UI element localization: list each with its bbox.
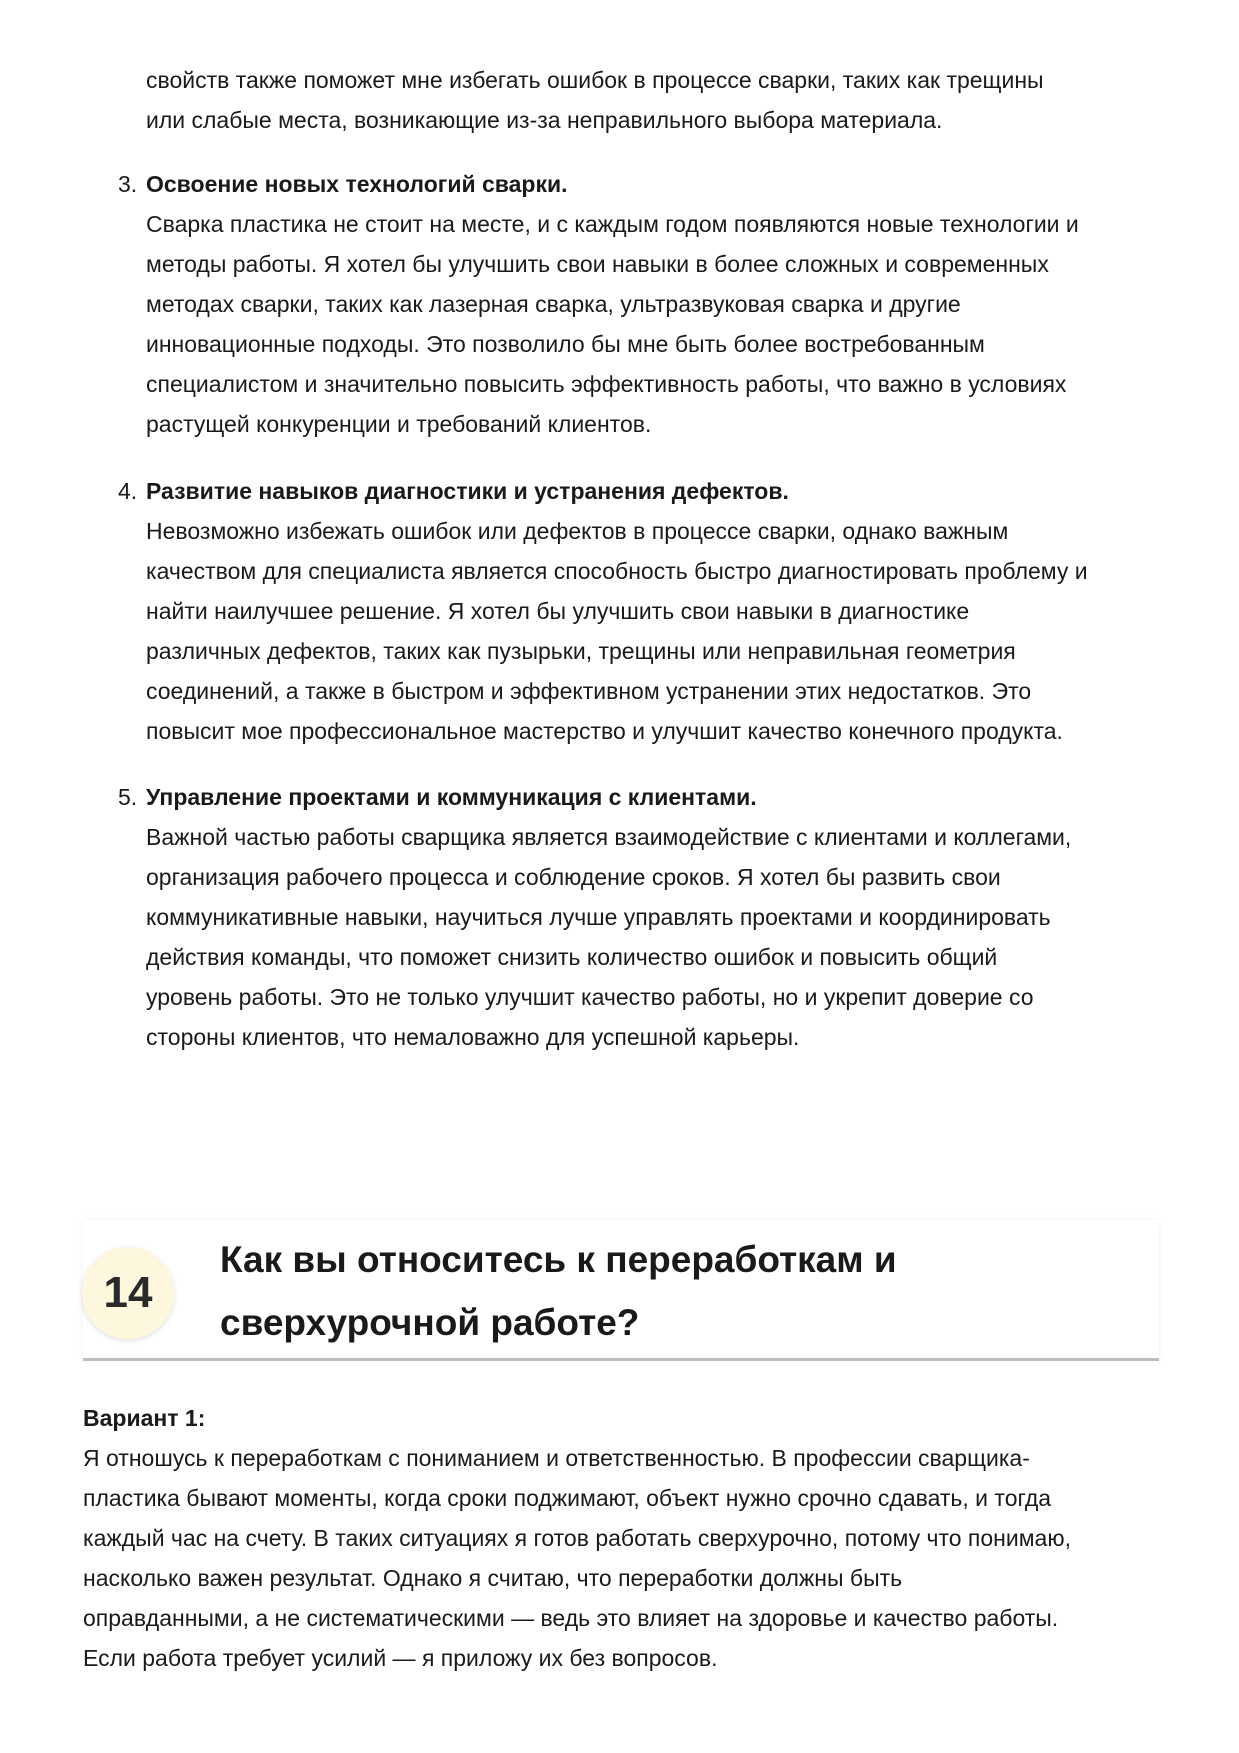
- list-item-4-heading: [118, 471, 1128, 511]
- paragraph-line: коммуникативные навыки, научиться лучше управлять проектами и координировать: [146, 904, 1051, 930]
- paragraph-line: пластика бывают моменты, когда сроки поджимают, объект нужно срочно сдавать, и тогда: [83, 1485, 1052, 1511]
- paragraph-line: или слабые места, возникающие из-за неправильного выбора материала.: [146, 107, 943, 133]
- list-item-title: Развитие навыков диагностики и устранения дефектов.: [146, 478, 789, 504]
- paragraph-line: растущей конкуренции и требований клиентов.: [146, 411, 652, 437]
- paragraph-line: Если работа требует усилий — я приложу их без вопросов.: [83, 1645, 718, 1671]
- paragraph-line: повысит мое профессиональное мастерство и улучшит качество конечного продукта.: [146, 718, 1063, 744]
- variant-answer: [83, 1438, 1163, 1678]
- paragraph-line: Невозможно избежать ошибок или дефектов в процессе сварки, однако важным: [146, 518, 1009, 544]
- list-item-number: 4.: [118, 478, 138, 504]
- list-item-3-heading: [118, 164, 1128, 204]
- list-item-3-body: [146, 204, 1146, 444]
- list-item-5-body: [146, 817, 1146, 1057]
- paragraph-line: каждый час на счету. В таких ситуациях я готов работать сверхурочно, потому что понимаю,: [83, 1525, 1071, 1551]
- list-item-title: Управление проектами и коммуникация с клиентами.: [146, 784, 757, 810]
- list-item-title: Освоение новых технологий сварки.: [146, 171, 568, 197]
- list-item-number: 5.: [118, 784, 138, 810]
- paragraph-line: специалистом и значительно повысить эффективность работы, что важно в условиях: [146, 371, 1067, 397]
- paragraph-line: методах сварки, таких как лазерная сварка, ультразвуковая сварка и другие: [146, 291, 961, 317]
- paragraph-line: методы работы. Я хотел бы улучшить свои навыки в более сложных и современных: [146, 251, 1049, 277]
- paragraph-line: соединений, а также в быстром и эффективном устранении этих недостатков. Это: [146, 678, 1032, 704]
- paragraph-line: Сварка пластика не стоит на месте, и с каждым годом появляются новые технологии и: [146, 211, 1079, 237]
- paragraph-line: свойств также поможет мне избегать ошибок в процессе сварки, таких как трещины: [146, 67, 1044, 93]
- variant-label: Вариант 1:: [83, 1405, 206, 1431]
- list-item-number: 3.: [118, 171, 138, 197]
- paragraph-line: стороны клиентов, что немаловажно для успешной карьеры.: [146, 1024, 800, 1050]
- question-title-line: Как вы относитесь к переработкам и: [220, 1239, 897, 1280]
- paragraph-line: найти наилучшее решение. Я хотел бы улучшить свои навыки в диагностике: [146, 598, 970, 624]
- paragraph-line: организация рабочего процесса и соблюдение сроков. Я хотел бы развить свои: [146, 864, 1001, 890]
- list-item-5-heading: [118, 777, 1128, 817]
- paragraph-line: уровень работы. Это не только улучшит качество работы, но и укрепит доверие со: [146, 984, 1034, 1010]
- section-divider: [83, 1358, 1159, 1361]
- list-item-4-body: [146, 511, 1146, 751]
- question-title-line: сверхурочной работе?: [220, 1302, 640, 1343]
- list-item-2-continuation: [146, 60, 1146, 140]
- question-number-badge: 14: [82, 1247, 174, 1339]
- paragraph-line: качеством для специалиста является способность быстро диагностировать проблему и: [146, 558, 1088, 584]
- paragraph-line: различных дефектов, таких как пузырьки, трещины или неправильная геометрия: [146, 638, 1016, 664]
- paragraph-line: насколько важен результат. Однако я считаю, что переработки должны быть: [83, 1565, 903, 1591]
- paragraph-line: оправданными, а не систематическими — ведь это влияет на здоровье и качество работы.: [83, 1605, 1059, 1631]
- paragraph-line: Важной частью работы сварщика является взаимодействие с клиентами и коллегами,: [146, 824, 1072, 850]
- paragraph-line: действия команды, что поможет снизить количество ошибок и повысить общий: [146, 944, 998, 970]
- paragraph-line: инновационные подходы. Это позволило бы мне быть более востребованным: [146, 331, 985, 357]
- paragraph-line: Я отношусь к переработкам с пониманием и ответственностью. В профессии сварщика-: [83, 1445, 1030, 1471]
- question-title: [220, 1228, 1140, 1354]
